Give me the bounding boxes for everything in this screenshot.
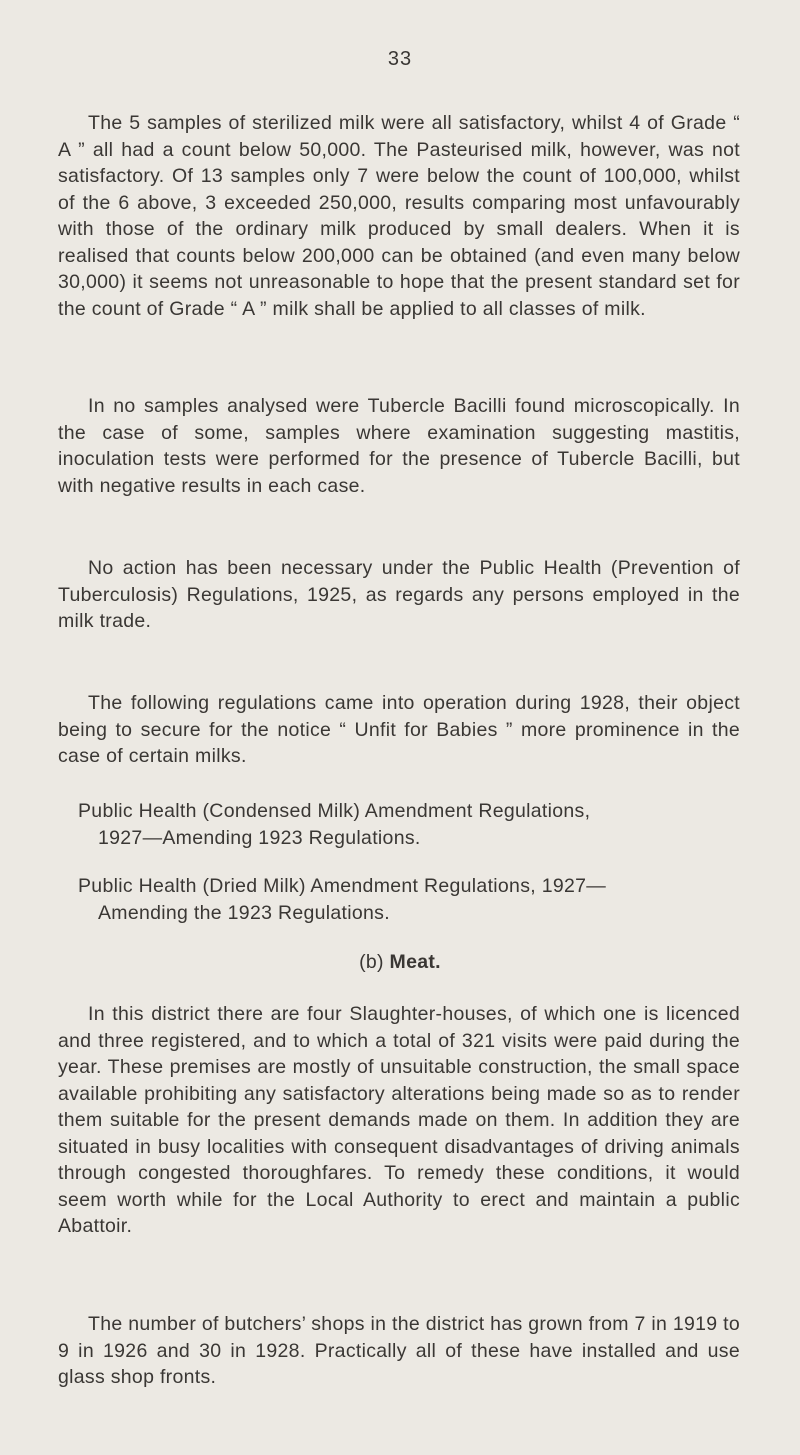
paragraph-tubercle-bacilli [58,393,740,499]
paragraph-text: In no samples analysed were Tubercle Bacilli found microscopically. In the case of some, samples where examination suggesting mastitis, inoculation tests were performed for the presence of Tubercle Bacilli, but with negative results in each case. [58,395,740,497]
page-number: 33 [387,48,413,70]
paragraph-text: The 5 samples of sterilized milk were all satisfactory, whilst 4 of Grade “ A ” all had a count below 50,000. The Pasteurised milk, however, was not satisfactory. Of 13 samples only 7 were below the count of 100,000, whilst of the 6 above, 3 exceeded 250,000, results comparing most unfavourably with those of the ordinary milk produced by small dealers. When it is realised that counts below 200,000 can be obtained (and even many below 30,000) it seems not unreasonable to hope that the present standard set for the count of Grade “ A ” milk shall be applied to all classes of milk. [58,112,740,320]
section-marker: (b) [359,951,384,973]
regulation-subtitle: 1927—Amending 1923 Regulations. [98,827,421,849]
paragraph-regulations-intro [58,690,740,770]
paragraph-no-action [58,555,740,635]
regulation-condensed-milk [58,798,748,852]
paragraph-text: No action has been necessary under the Public Health (Prevention of Tuberculosis) Regulations, 1925, as regards any persons employed in the milk trade. [58,557,740,632]
section-heading-meat [0,951,800,974]
paragraph-text: The following regulations came into operation during 1928, their object being to secure for the notice “ Unfit for Babies ” more prominence in the case of certain milks. [58,692,740,767]
paragraph-butchers-shops [58,1311,740,1391]
paragraph-text: The number of butchers’ shops in the district has grown from 7 in 1919 to 9 in 1926 and 30 in 1928. Practically all of these have installed and use glass shop fronts. [58,1313,741,1388]
section-title: Meat. [389,951,441,973]
paragraph-sterilized-milk [58,110,740,322]
paragraph-slaughter-houses [58,1001,740,1240]
regulation-subtitle: Amending the 1923 Regulations. [98,902,390,924]
paragraph-text: In this district there are four Slaughter-houses, of which one is licenced and three registered, and to which a total of 321 visits were paid during the year. These premises are mostly of unsuitable construction, the small space available prohibiting any satisfactory alterations being made so as to render them suitable for the present demands made on them. In addition they are situated in busy localities with consequent disadvantages of driving animals through congested thoroughfares. To remedy these conditions, it would seem worth while for the Local Authority to erect and maintain a public Abattoir. [58,1003,740,1237]
regulation-title: Public Health (Dried Milk) Amendment Regulations, 1927— [78,875,607,897]
regulation-dried-milk [58,873,748,927]
regulation-title: Public Health (Condensed Milk) Amendment Regulations, [78,800,591,822]
